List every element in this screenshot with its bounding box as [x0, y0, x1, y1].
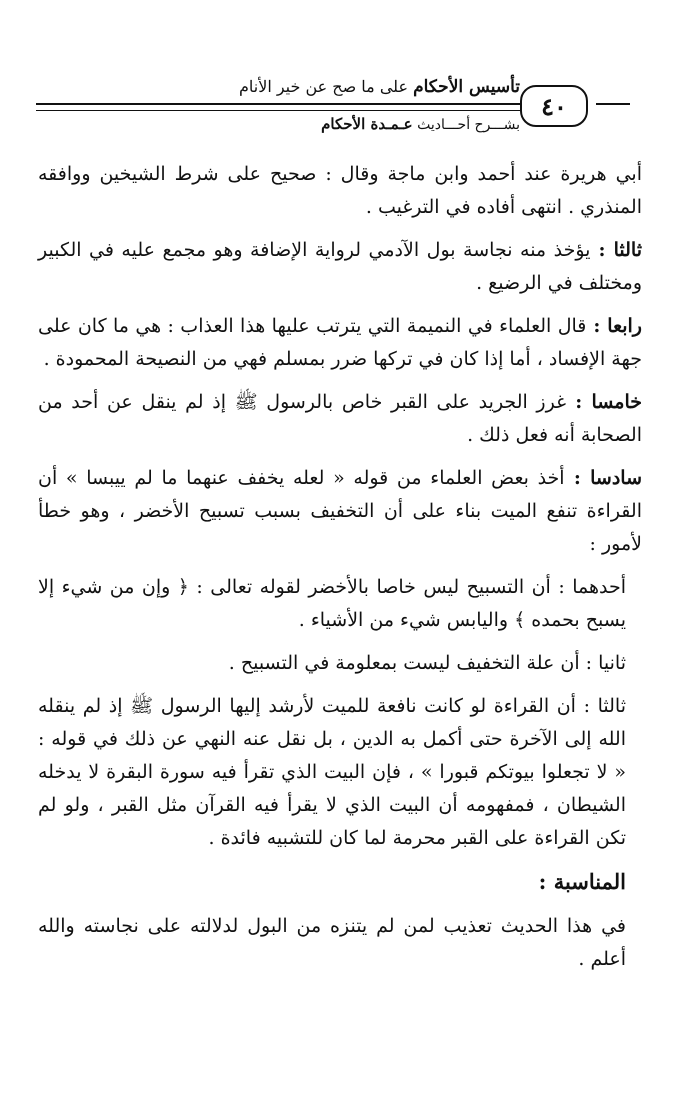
page-body: [38, 158, 642, 986]
paragraph-6: أحدهما : أن التسبيح ليس خاصا بالأخضر لقوله تعالى : ﴿ وإن من شيء إلا يسبح بحمده ﴾ واليابس شيء من الأشياء .: [38, 576, 626, 631]
paragraph-4: [38, 386, 642, 452]
header-rule-right: [596, 103, 630, 105]
book-title-rest: على ما صح عن خير الأنام: [238, 77, 414, 96]
paragraph-3: [38, 310, 642, 376]
section-heading: المناسبة :: [538, 869, 626, 894]
paragraph-2-text: يؤخذ منه نجاسة بول الآدمي لرواية الإضافة وهو مجمع عليه في الكبير ومختلف في الرضيع .: [38, 239, 642, 294]
paragraph-4-text: غرز الجريد على القبر خاص بالرسول ﷺ إذ لم ينقل عن أحد من الصحابة أنه فعل ذلك .: [38, 391, 642, 446]
paragraph-3-text: قال العلماء في النميمة التي يترتب عليها هذا العذاب : هي ما كان على جهة الإفساد ، أما إذا كان في تركها ضرر بمسلم فهي من النصيحة المحمودة .: [38, 315, 642, 370]
point-label-sixth: سادسا :: [564, 467, 643, 489]
page-number: ٤٠: [520, 85, 588, 127]
paragraph-8: ثالثا : أن القراءة لو كانت نافعة للميت لأرشد إليها الرسول ﷺ إذ لم ينقله الله إلى الآخرة حتى أكمل به الدين ، بل نقل عنه النهي عن ذلك في قوله : « لا تجعلوا بيوتكم قبورا » ، فإن البيت الذي تقرأ فيه سورة البقرة لا يدخله الشيطان ، فمفهومه أن البيت الذي لا يقرأ فيه القرآن مثل القبر ، ولو لم تكن القراءة على القبر محرمة لما كان للتشبيه فائدة .: [38, 695, 626, 849]
header-rule: [36, 103, 520, 105]
subtitle-bold: عـمـدة الأحكام: [321, 115, 413, 133]
book-subtitle: [100, 114, 520, 135]
paragraph-5-text: أخذ بعض العلماء من قوله « لعله يخفف عنهما ما لم ييبسا » أن القراءة تنفع الميت بناء على أن التخفيف بسبب تسبيح الأخضر ، وهو خطأ لأمور :: [38, 467, 642, 555]
paragraph-9: في هذا الحديث تعذيب لمن لم يتنزه من البول لدلالته على نجاسته والله أعلم .: [38, 915, 626, 970]
paragraph-5: [38, 462, 642, 561]
paragraph-7: ثانيا : أن علة التخفيف ليست بمعلومة في التسبيح .: [228, 652, 626, 674]
point-label-fourth: رابعا :: [586, 315, 642, 337]
point-label-fifth: خامسا :: [566, 391, 642, 413]
book-title: [100, 76, 520, 98]
paragraph-1: أبي هريرة عند أحمد وابن ماجة وقال : صحيح على شرط الشيخين ووافقه المنذري . انتهى أفاده في الترغيب .: [38, 163, 642, 218]
header-rule-thin: [36, 110, 520, 111]
subtitle-prefix: بشـــرح أحـــاديث: [412, 117, 520, 133]
point-label-third: ثالثا :: [590, 239, 642, 261]
paragraph-2: [38, 234, 642, 300]
book-title-bold: تأسيس الأحكام: [413, 77, 520, 97]
